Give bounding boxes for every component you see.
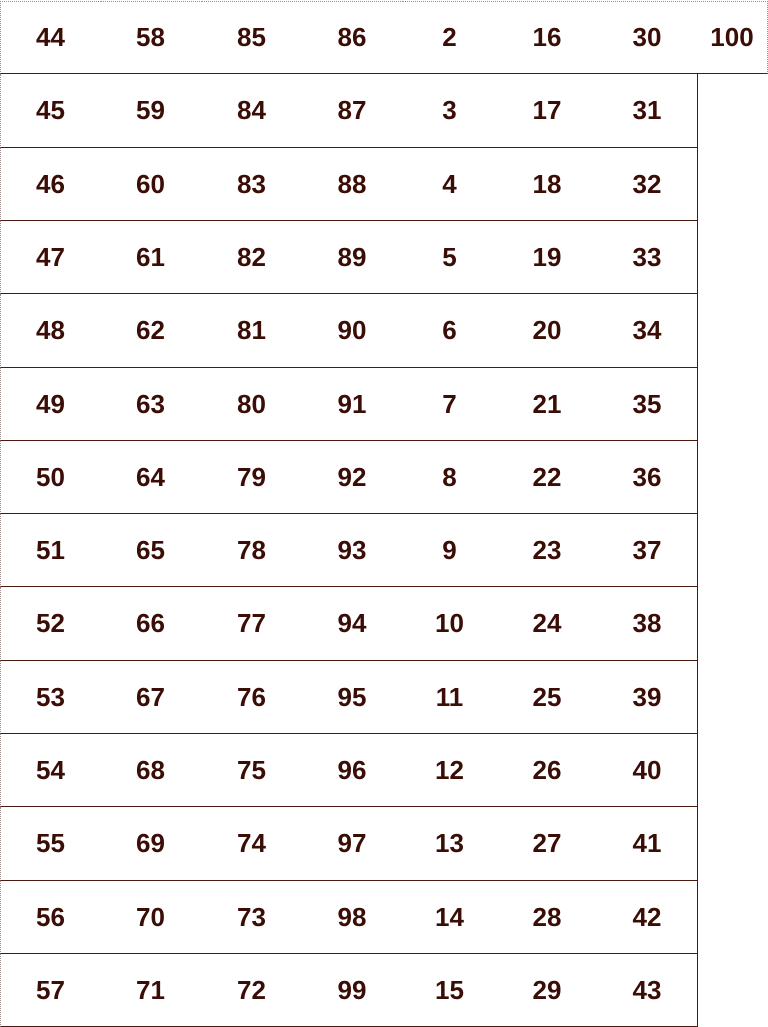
table-cell: 83 — [201, 148, 303, 221]
table-cell: 19 — [497, 221, 598, 294]
table-cell: 91 — [302, 368, 403, 441]
table-cell: 44 — [0, 1, 101, 74]
table-cell: 88 — [302, 148, 403, 221]
table-cell: 20 — [497, 294, 598, 368]
table-cell: 35 — [597, 368, 698, 441]
table-cell: 68 — [100, 734, 202, 807]
table-cell: 98 — [302, 881, 403, 954]
table-cell: 67 — [100, 661, 202, 734]
table-cell: 8 — [402, 441, 498, 514]
table-cell: 74 — [201, 807, 303, 881]
table-cell: 87 — [302, 74, 403, 148]
table-cell: 15 — [402, 954, 498, 1027]
table-cell: 43 — [597, 954, 698, 1027]
table-cell: 86 — [302, 1, 403, 74]
table-cell: 28 — [497, 881, 598, 954]
table-cell: 4 — [402, 148, 498, 221]
table-cell: 53 — [0, 661, 101, 734]
table-cell: 63 — [100, 368, 202, 441]
table-cell: 75 — [201, 734, 303, 807]
table-cell: 79 — [201, 441, 303, 514]
table-cell: 14 — [402, 881, 498, 954]
table-cell: 65 — [100, 514, 202, 587]
table-cell: 61 — [100, 221, 202, 294]
table-cell: 11 — [402, 661, 498, 734]
table-cell: 32 — [597, 148, 698, 221]
table-cell: 30 — [597, 1, 698, 74]
table-cell: 21 — [497, 368, 598, 441]
table-cell: 59 — [100, 74, 202, 148]
table-cell: 18 — [497, 148, 598, 221]
table-cell: 50 — [0, 441, 101, 514]
table-cell: 93 — [302, 514, 403, 587]
table-cell: 97 — [302, 807, 403, 881]
table-cell: 84 — [201, 74, 303, 148]
table-cell: 34 — [597, 294, 698, 368]
table-cell: 37 — [597, 514, 698, 587]
table-cell: 57 — [0, 954, 101, 1027]
table-cell: 25 — [497, 661, 598, 734]
table-cell: 46 — [0, 148, 101, 221]
table-cell: 33 — [597, 221, 698, 294]
table-cell: 58 — [100, 1, 202, 74]
table-cell: 3 — [402, 74, 498, 148]
table-cell: 49 — [0, 368, 101, 441]
table-cell: 45 — [0, 74, 101, 148]
table-cell: 72 — [201, 954, 303, 1027]
table-cell: 38 — [597, 587, 698, 661]
table-cell: 48 — [0, 294, 101, 368]
table-cell: 47 — [0, 221, 101, 294]
table-cell: 80 — [201, 368, 303, 441]
table-cell: 40 — [597, 734, 698, 807]
table-cell: 41 — [597, 807, 698, 881]
table-cell: 36 — [597, 441, 698, 514]
table-cell: 99 — [302, 954, 403, 1027]
table-cell: 56 — [0, 881, 101, 954]
table-cell: 70 — [100, 881, 202, 954]
table-cell: 96 — [302, 734, 403, 807]
table-cell: 24 — [497, 587, 598, 661]
table-cell: 13 — [402, 807, 498, 881]
table-cell: 22 — [497, 441, 598, 514]
table-cell: 100 — [697, 1, 768, 74]
table-cell: 77 — [201, 587, 303, 661]
table-cell: 85 — [201, 1, 303, 74]
table-cell: 9 — [402, 514, 498, 587]
table-cell: 31 — [597, 74, 698, 148]
table-cell: 17 — [497, 74, 598, 148]
table-cell: 29 — [497, 954, 598, 1027]
table-cell: 5 — [402, 221, 498, 294]
table-cell: 82 — [201, 221, 303, 294]
table-cell: 23 — [497, 514, 598, 587]
table-cell: 81 — [201, 294, 303, 368]
table-cell: 66 — [100, 587, 202, 661]
table-cell: 92 — [302, 441, 403, 514]
table-cell: 94 — [302, 587, 403, 661]
table-cell: 55 — [0, 807, 101, 881]
table-cell: 42 — [597, 881, 698, 954]
table-cell: 7 — [402, 368, 498, 441]
table-cell: 95 — [302, 661, 403, 734]
table-cell: 26 — [497, 734, 598, 807]
table-cell: 71 — [100, 954, 202, 1027]
table-cell: 10 — [402, 587, 498, 661]
table-cell: 78 — [201, 514, 303, 587]
table-cell: 39 — [597, 661, 698, 734]
table-cell: 54 — [0, 734, 101, 807]
table-cell: 2 — [402, 1, 498, 74]
table-cell: 62 — [100, 294, 202, 368]
table-cell: 6 — [402, 294, 498, 368]
table-cell: 51 — [0, 514, 101, 587]
table-cell: 90 — [302, 294, 403, 368]
table-cell: 27 — [497, 807, 598, 881]
table-cell: 64 — [100, 441, 202, 514]
table-cell: 76 — [201, 661, 303, 734]
table-cell: 12 — [402, 734, 498, 807]
table-cell: 16 — [497, 1, 598, 74]
table-cell: 52 — [0, 587, 101, 661]
table-cell: 89 — [302, 221, 403, 294]
table-cell: 60 — [100, 148, 202, 221]
table-cell: 69 — [100, 807, 202, 881]
table-cell: 73 — [201, 881, 303, 954]
